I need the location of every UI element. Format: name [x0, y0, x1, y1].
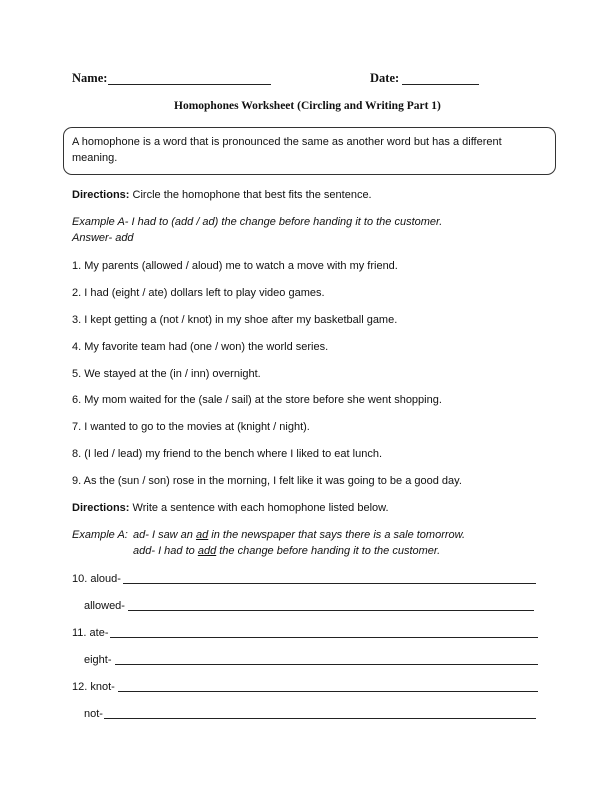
definition-box [63, 127, 556, 175]
write-label-not: not- [84, 708, 103, 720]
question-2: 2. I had (eight / ate) dollars left to play video games. [72, 287, 325, 299]
directions-part1 [72, 188, 372, 202]
question-6: 6. My mom waited for the (sale / sail) at the store before she went shopping. [72, 394, 442, 406]
write-line-knot[interactable] [118, 691, 538, 692]
example-answer: Answer- add [72, 232, 134, 244]
directions-text: Circle the homophone that best fits the sentence. [129, 189, 372, 201]
name-blank[interactable] [108, 84, 271, 85]
example-a-part2-label: Example A: [72, 529, 128, 541]
directions-part2 [72, 501, 389, 515]
name-label: Name: [72, 71, 108, 85]
date-blank[interactable] [402, 84, 479, 85]
write-line-ate[interactable] [110, 637, 538, 638]
question-7: 7. I wanted to go to the movies at (knight / night). [72, 421, 310, 433]
example-text: the change before handing it to the customer. [216, 545, 441, 557]
directions-label: Directions: [72, 189, 130, 201]
date-label: Date: [370, 71, 400, 85]
example-text: ad- I saw an [133, 529, 196, 541]
question-8: 8. (I led / lead) my friend to the bench where I liked to eat lunch. [72, 448, 383, 460]
question-9: 9. As the (sun / son) rose in the morning, I felt like it was going to be a good day. [72, 475, 462, 487]
example-line-add [133, 544, 440, 558]
write-line-aloud[interactable] [123, 583, 536, 584]
write-label-eight: eight- [84, 654, 112, 666]
question-1: 1. My parents (allowed / aloud) me to watch a move with my friend. [72, 260, 398, 272]
write-line-allowed[interactable] [128, 610, 534, 611]
question-3: 3. I kept getting a (not / knot) in my shoe after my basketball game. [72, 314, 398, 326]
example-underlined-word: add [197, 545, 217, 557]
example-line-ad [133, 528, 465, 542]
write-label-aloud: 10. aloud- [72, 573, 121, 585]
write-line-not[interactable] [104, 718, 536, 719]
example-underlined-word: ad [195, 529, 209, 541]
example-text: in the newspaper that says there is a sale tomorrow. [208, 529, 466, 541]
question-5: 5. We stayed at the (in / inn) overnight. [72, 368, 261, 380]
example-a-part1: Example A- I had to (add / ad) the change before handing it to the customer. [72, 216, 443, 228]
write-line-eight[interactable] [115, 664, 538, 665]
example-text: add- I had to [133, 545, 198, 557]
definition-text: A homophone is a word that is pronounced the same as another word but has a different meaning. [72, 136, 502, 164]
directions-label: Directions: [72, 502, 130, 514]
question-4: 4. My favorite team had (one / won) the world series. [72, 341, 329, 353]
write-label-allowed: allowed- [84, 600, 125, 612]
write-label-ate: 11. ate- [72, 627, 109, 639]
directions-text: Write a sentence with each homophone listed below. [129, 502, 389, 514]
write-label-knot: 12. knot- [72, 681, 115, 693]
page-title: Homophones Worksheet (Circling and Writing Part 1) [174, 100, 441, 112]
